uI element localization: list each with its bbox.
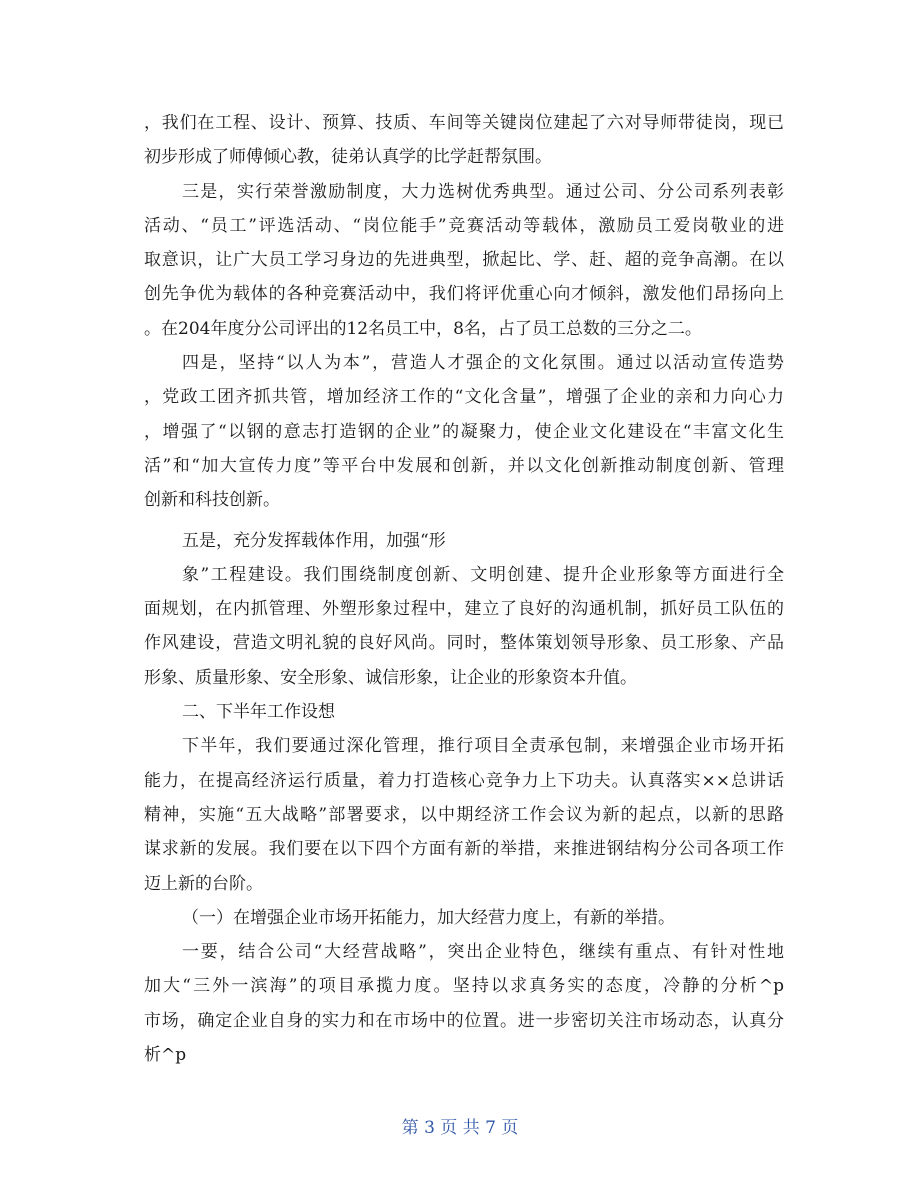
text-line: 二、下半年工作设想 (182, 702, 335, 723)
text-line: 形象、质量形象、安全形象、诚信形象，让企业的形象资本升值。 (144, 667, 637, 688)
text-line: 取意识，让广大员工学习身边的先进典型，掀起比、学、赶、超的竞争高潮。在以 (144, 250, 784, 271)
text-line: ，增强了“以钢的意志打造钢的企业”的凝聚力，使企业文化建设在“丰富文化生 (144, 421, 784, 442)
text-line: ，我们在工程、设计、预算、技质、车间等关键岗位建起了六对导师带徒岗，现已 (144, 113, 784, 133)
text-line: 面规划，在内抓管理、外塑形象过程中，建立了良好的沟通机制，抓好员工队伍的 (144, 599, 784, 620)
text-line: 创新和科技创新。 (144, 490, 280, 511)
document-body (144, 106, 784, 1072)
text-line: 市场，确定企业自身的实力和在市场中的位置。进一步密切关注市场动态，认真分 (144, 1010, 784, 1031)
text-line: 谋求新的发展。我们要在以下四个方面有新的举措，来推进钢结构分公司各项工作 (144, 839, 784, 860)
text-line: 。在204年度分公司评出的12名员工中，8名，占了员工总数的三分之二。 (144, 318, 702, 339)
text-line: 五是，充分发挥载体作用，加强“形 (182, 530, 446, 551)
text-line: 下半年，我们要通过深化管理，推行项目全责承包制，来增强企业市场开拓 (182, 736, 784, 757)
text-line: 能力，在提高经济运行质量，着力打造核心竞争力上下功夫。认真落实××总讲话 (144, 770, 784, 791)
text-line: 创先争优为载体的各种竞赛活动中，我们将评优重心向才倾斜，激发他们昂扬向上 (144, 284, 784, 305)
text-line: 象”工程建设。我们围绕制度创新、文明创建、提升企业形象等方面进行全 (182, 564, 784, 585)
text-line: （一）在增强企业市场开拓能力，加大经营力度上，有新的举措。 (182, 907, 675, 928)
text-line: 作风建设，营造文明礼貌的良好风尚。同时，整体策划领导形象、员工形象、产品 (144, 633, 784, 654)
text-line: 初步形成了师傅倾心教，徒弟认真学的比学赶帮氛围。 (144, 147, 552, 168)
text-line: 迈上新的台阶。 (144, 873, 263, 894)
text-line: 四是，坚持“以人为本”，营造人才强企的文化氛围。通过以活动宣传造势 (182, 353, 784, 374)
text-line: 析^p (144, 1045, 187, 1066)
text-line: 精神，实施“五大战略”部署要求，以中期经济工作会议为新的起点，以新的思路 (144, 804, 784, 825)
text-line: 活”和“加大宣传力度”等平台中发展和创新，并以文化创新推动制度创新、管理 (144, 455, 784, 476)
text-line: 一要，结合公司“大经营战略”，突出企业特色，继续有重点、有针对性地 (182, 942, 784, 963)
text-line: 三是，实行荣誉激励制度，大力选树优秀典型。通过公司、分公司系列表彰 (182, 181, 784, 202)
text-line: 活动、“员工”评选活动、“岗位能手”竞赛活动等载体，激励员工爱岗敬业的进 (144, 215, 784, 236)
text-line: 加大“三外一滨海”的项目承揽力度。坚持以求真务实的态度，冷静的分析^p (144, 976, 784, 997)
text-line: ，党政工团齐抓共管，增加经济工作的“文化含量”，增强了企业的亲和力向心力 (144, 387, 784, 408)
page-number-footer: 第 3 页 共 7 页 (401, 1118, 519, 1138)
